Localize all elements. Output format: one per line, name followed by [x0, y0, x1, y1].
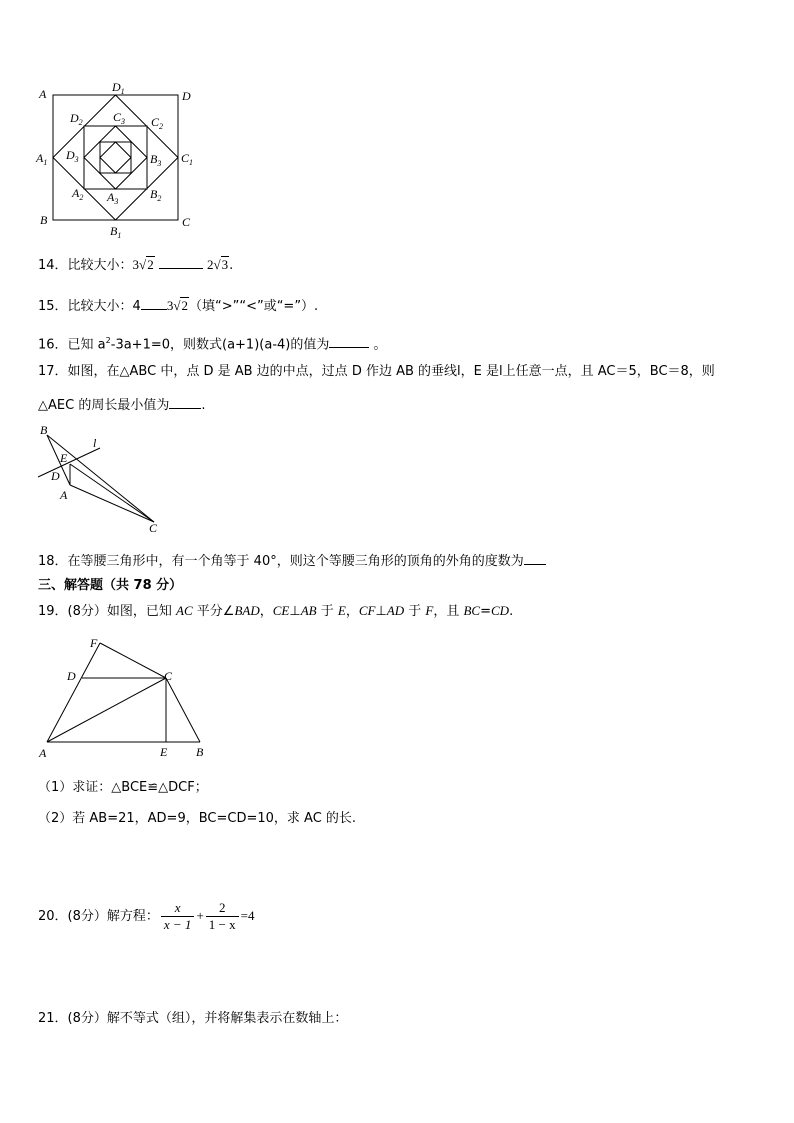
q15-tail: （填“>”“<”或“=”）. [188, 299, 319, 314]
label-B: B [40, 213, 48, 227]
quadrilateral-figure [30, 632, 220, 762]
q15-coef: 3 [166, 298, 174, 313]
q20-fraction-1: $\frac{x}{x - 1}$ [161, 900, 195, 933]
label-B2: $B_2$ [150, 187, 162, 203]
label-C3: $C_3$ [113, 110, 126, 126]
q19-t3: ⊥ [289, 604, 301, 619]
q16-text-a: 16．已知 a [38, 337, 106, 353]
q15-answer-blank[interactable] [141, 295, 167, 310]
label-A2: $A_2$ [72, 186, 84, 202]
q19-part1-text: （1）求证：△BCE≌△DCF； [38, 780, 208, 795]
label-C2: $C_2$ [151, 115, 164, 131]
q19-ce: CE [272, 603, 290, 618]
q19-cd: CD [491, 603, 510, 618]
q19-t6: ⊥ [375, 604, 387, 619]
question-18 [38, 550, 546, 572]
square-inner-4 [100, 142, 131, 173]
q14-text: 14．比较大小： [38, 258, 133, 273]
label-E: E [160, 745, 168, 759]
label-C: C [164, 669, 173, 683]
q15-text: 15．比较大小：4 [38, 299, 141, 314]
square-a3b3c3d3 [84, 126, 147, 189]
segment-ac [47, 678, 166, 742]
q14-coef-a: 3 [132, 257, 140, 272]
label-D: D [67, 669, 76, 683]
label-A1: $A_1$ [36, 151, 48, 167]
q19-ac: AC [176, 603, 193, 618]
label-l: l [93, 436, 97, 450]
q18-answer-blank[interactable] [524, 550, 546, 565]
q19-t7: 于 [404, 604, 426, 619]
q17-line2-text: △AEC 的周长最小值为 [38, 398, 170, 413]
q16-text-b: -3a+1=0，则数式(a+1)(a-4)的值为 [110, 337, 330, 353]
label-B: B [196, 745, 204, 759]
question-14 [38, 254, 233, 276]
section-3-title-text: 三、解答题（共 78 分） [38, 578, 183, 593]
label-C: C [182, 215, 191, 229]
q19-t1: 平分∠ [192, 604, 235, 619]
q15-sqrt: √2 [173, 298, 188, 313]
q17-end: . [201, 398, 206, 413]
q14-coef-b: 2 [206, 257, 214, 272]
segment-ac [70, 485, 154, 522]
question-21 [38, 1009, 347, 1029]
question-20 [38, 898, 254, 935]
q18-text: 18．在等腰三角形中，有一个角等于 40°，则这个等腰三角形的顶角的外角的度数为 [38, 554, 524, 569]
label-D2: $D_2$ [70, 111, 83, 127]
label-E: E [60, 451, 68, 465]
q20-rhs: =4 [240, 908, 255, 923]
q19-t4: 于 [316, 604, 338, 619]
question-15 [38, 295, 318, 317]
question-17-line1 [38, 362, 715, 382]
q19-ab: AB [300, 603, 317, 618]
segment-bc [47, 435, 154, 522]
triangle-aec-figure [30, 420, 180, 540]
nested-squares-figure [30, 78, 210, 243]
q17-answer-blank[interactable] [169, 394, 201, 409]
q19-prefix: 19．(8分）如图，已知 [38, 604, 177, 619]
q20-plus: + [196, 908, 204, 923]
q19-ad: AD [386, 603, 405, 618]
question-16 [38, 331, 387, 355]
question-19 [38, 601, 513, 622]
label-D3: $D_3$ [66, 148, 79, 164]
segment-af [47, 643, 100, 742]
q20-prefix: 20．(8分）解方程： [38, 909, 159, 924]
q14-sqrt-b: √3 [213, 257, 229, 272]
label-A3: $A_3$ [107, 190, 119, 206]
label-A: A [39, 746, 47, 760]
q19-t9: = [480, 604, 492, 619]
label-A: A [39, 87, 47, 101]
label-B: B [40, 423, 48, 437]
q19-t8: ，且 [433, 604, 464, 619]
q16-end: 。 [369, 337, 387, 353]
square-a2b2c2d2 [84, 126, 147, 189]
segment-cb [166, 678, 200, 742]
q21-text: 21．(8分）解不等式（组），并将解集表示在数轴上： [38, 1011, 348, 1026]
section-3-title [38, 576, 182, 596]
square-inner-5 [100, 142, 131, 173]
q19-e: E [337, 603, 346, 618]
label-A: A [60, 488, 68, 502]
q16-answer-blank[interactable] [329, 333, 369, 348]
q14-end: . [229, 258, 234, 273]
q19-t10: . [509, 604, 514, 619]
label-F: F [90, 636, 98, 650]
q17-line1-text: 17．如图，在△ABC 中，点 D 是 AB 边的中点，过点 D 作边 AB 的垂线l，E 是l上任意一点，且 AC＝5，BC＝8，则 [38, 364, 715, 379]
q19-t5: ， [345, 604, 359, 619]
q19-t2: ， [259, 604, 273, 619]
label-B3: $B_3$ [150, 152, 162, 168]
q16-sup: 2 [105, 336, 111, 345]
segment-fc [100, 643, 166, 678]
question-17-line2 [38, 394, 205, 416]
question-19-part1 [38, 778, 208, 798]
label-C: C [149, 521, 158, 535]
question-19-part2 [38, 809, 356, 829]
q19-bc: BC [463, 603, 481, 618]
q19-part2-text: （2）若 AB=21，AD=9，BC=CD=10，求 AC 的长. [38, 811, 357, 826]
label-B1: $B_1$ [110, 224, 122, 240]
label-D: D [182, 89, 191, 103]
label-C1: $C_1$ [181, 151, 194, 167]
label-D1: $D_1$ [112, 80, 125, 96]
segment-ec [70, 464, 154, 522]
q14-sqrt-a: √2 [139, 257, 154, 272]
q19-cf: CF [358, 603, 376, 618]
q14-answer-blank[interactable] [159, 254, 203, 269]
q19-bad: BAD [234, 603, 260, 618]
label-D: D [51, 469, 60, 483]
q20-fraction-2: $\frac{2}{1 - x}$ [206, 900, 239, 933]
q19-f: F [425, 603, 434, 618]
